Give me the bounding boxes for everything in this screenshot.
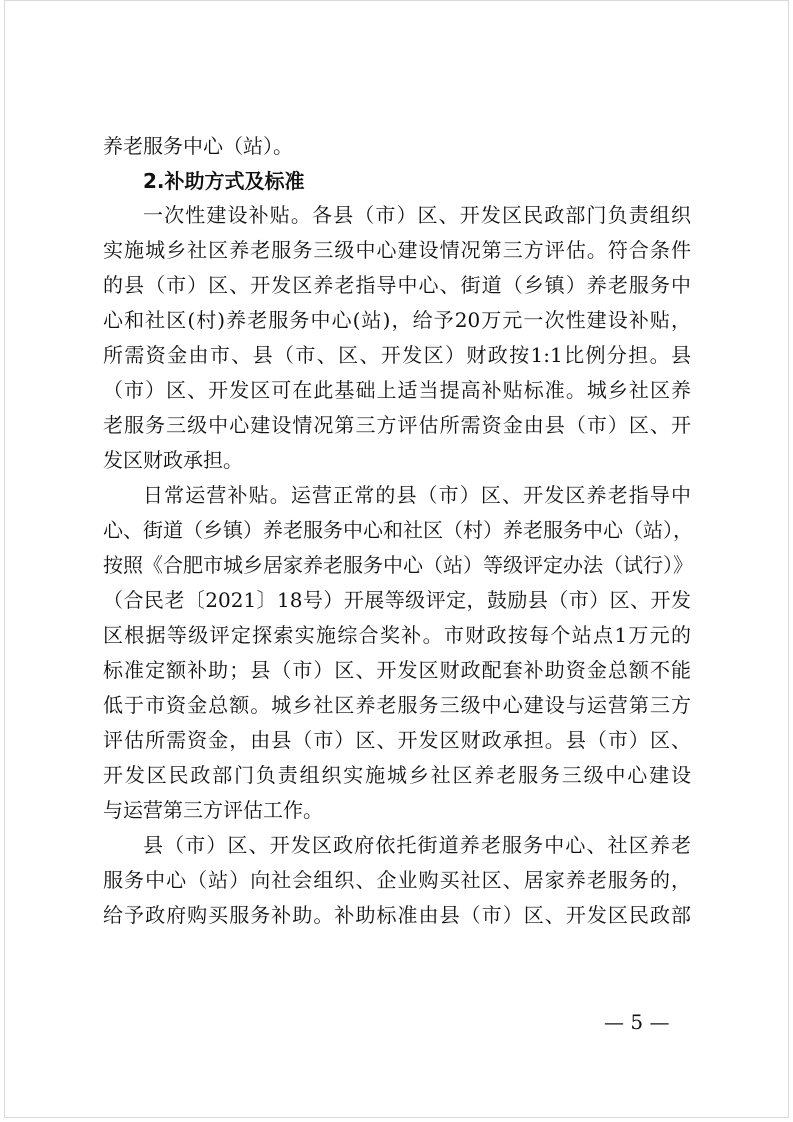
- document-body: [103, 136, 691, 925]
- paragraph-line: 发区财政承担。: [103, 448, 243, 472]
- paragraph-line: 养老服务中心（站）。: [103, 134, 293, 158]
- paragraph-line: 服务中心（站）向社会组织、企业购买社区、居家养老服务的，: [103, 868, 691, 892]
- paragraph-line: 的县（市）区、开发区养老指导中心、街道（乡镇）养老服务中: [103, 273, 691, 297]
- paragraph-line: 低于市资金总额。城乡社区养老服务三级中心建设与运营第三方: [103, 693, 691, 717]
- paragraph-line: 标准定额补助；县（市）区、开发区财政配套补助资金总额不能: [103, 658, 691, 682]
- paragraph-line: 评估所需资金，由县（市）区、开发区财政承担。县（市）区、: [103, 728, 691, 752]
- paragraph-line: 一次性建设补贴。各县（市）区、开发区民政部门负责组织: [143, 203, 691, 227]
- paragraph-line: 给予政府购买服务补助。补助标准由县（市）区、开发区民政部: [103, 903, 691, 927]
- paragraph-line: 所需资金由市、县（市、区、开发区）财政按1:1比例分担。县: [103, 343, 691, 367]
- paragraph-line: 区根据等级评定探索实施综合奖补。市财政按每个站点1万元的: [103, 623, 691, 647]
- paragraph-line: 老服务三级中心建设情况第三方评估所需资金由县（市）区、开: [103, 413, 691, 437]
- paragraph-line: 开发区民政部门负责组织实施城乡社区养老服务三级中心建设: [103, 763, 691, 787]
- paragraph-line: 县（市）区、开发区政府依托街道养老服务中心、社区养老: [143, 833, 691, 857]
- paragraph-line: 日常运营补贴。运营正常的县（市）区、开发区养老指导中: [143, 483, 691, 507]
- paragraph-line: （市）区、开发区可在此基础上适当提高补贴标准。城乡社区养: [103, 378, 691, 402]
- page-number: — 5 —: [604, 1010, 670, 1034]
- paragraph-line: 实施城乡社区养老服务三级中心建设情况第三方评估。符合条件: [103, 238, 691, 262]
- paragraph-line: 与运营第三方评估工作。: [103, 798, 323, 822]
- paragraph-line: 心、街道（乡镇）养老服务中心和社区（村）养老服务中心（站），: [103, 518, 693, 542]
- paragraph-line: 按照《合肥市城乡居家养老服务中心（站）等级评定办法（试行）》: [103, 553, 693, 577]
- paragraph-line: （合民老〔2021〕18号）开展等级评定，鼓励县（市）区、开发: [103, 588, 691, 612]
- paragraph-line: 心和社区(村)养老服务中心(站)，给予20万元一次性建设补贴，: [103, 308, 691, 332]
- section-heading: 2.补助方式及标准: [143, 169, 305, 193]
